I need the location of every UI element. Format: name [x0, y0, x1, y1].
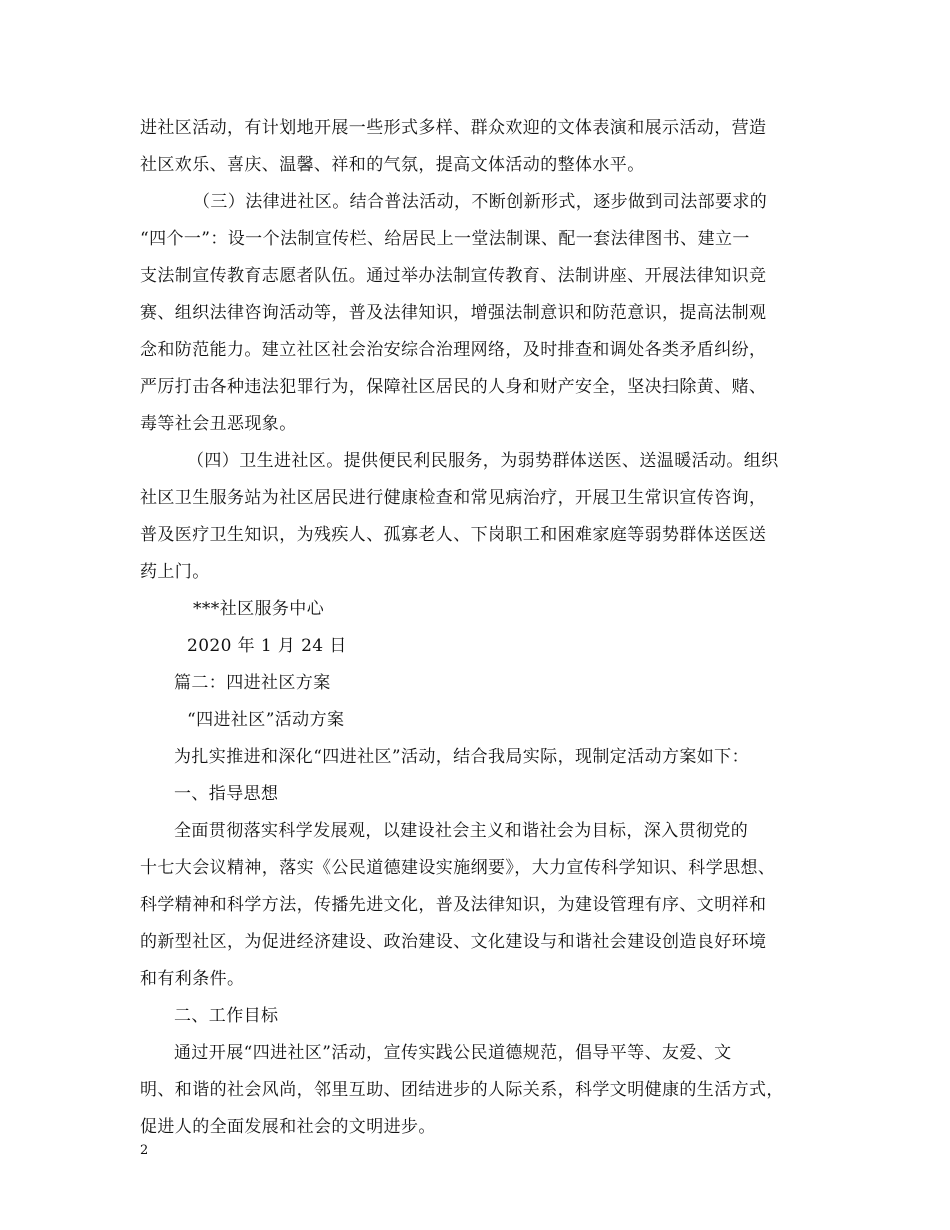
- section-heading: 二、工作目标: [174, 1006, 279, 1026]
- text-line: 严厉打击各种违法犯罪行为，保障社区居民的人身和财产安全，坚决扫除黄、赌、: [140, 377, 767, 397]
- text-line: 普及医疗卫生知识，为残疾人、孤寡老人、下岗职工和困难家庭等弱势群体送医送: [140, 525, 767, 545]
- text-line: 念和防范能力。建立社区社会治安综合治理网络，及时排查和调处各类矛盾纠纷，: [140, 340, 767, 360]
- text-line: 社区卫生服务站为社区居民进行健康检查和常见病治疗，开展卫生常识宣传咨询，: [140, 488, 767, 508]
- section-heading: 篇二：四进社区方案: [174, 673, 331, 693]
- text-line: 毒等社会丑恶现象。: [140, 414, 297, 434]
- text-line: 社区欢乐、喜庆、温馨、祥和的气氛，提高文体活动的整体水平。: [140, 155, 645, 175]
- text-line: “四个一”：设一个法制宣传栏、给居民上一堂法制课、配一套法律图书、建立一: [140, 229, 750, 249]
- text-line: 进社区活动，有计划地开展一些形式多样、群众欢迎的文体表演和展示活动，营造: [140, 118, 767, 138]
- text-line: 明、和谐的社会风尚，邻里互助、团结进步的人际关系，科学文明健康的生活方式，: [140, 1080, 784, 1100]
- text-line: 通过开展“四进社区”活动，宣传实践公民道德规范，倡导平等、友爱、文: [174, 1043, 732, 1063]
- text-line: 赛、组织法律咨询活动等，普及法律知识，增强法制意识和防范意识，提高法制观: [140, 303, 767, 323]
- text-line: （三）法律进社区。结合普法活动，不断创新形式，逐步做到司法部要求的: [193, 192, 768, 212]
- text-line: 科学精神和科学方法，传播先进文化，普及法律知识，为建设管理有序、文明祥和: [140, 895, 767, 915]
- text-line: 的新型社区，为促进经济建设、政治建设、文化建设与和谐社会建设创造良好环境: [140, 932, 767, 952]
- text-line: 十七大会议精神，落实《公民道德建设实施纲要》，大力宣传科学知识、科学思想、: [140, 858, 776, 878]
- text-line: 促进人的全面发展和社会的文明进步。: [140, 1117, 436, 1137]
- text-line: 支法制宣传教育志愿者队伍。通过举办法制宣传教育、法制讲座、开展法律知识竞: [140, 266, 767, 286]
- section-heading: 一、指导思想: [174, 784, 279, 804]
- text-line: （四）卫生进社区。提供便民利民服务，为弱势群体送医、送温暖活动。组织: [187, 451, 779, 471]
- page-number: 2: [140, 1143, 149, 1158]
- text-line: 全面贯彻落实科学发展观，以建设社会主义和谐社会为目标，深入贯彻党的: [174, 821, 749, 841]
- date-line: 2020 年 1 月 24 日: [187, 636, 347, 656]
- text-line: 和有利条件。: [140, 969, 245, 989]
- plan-title: “四进社区”活动方案: [187, 710, 345, 730]
- text-line: 为扎实推进和深化“四进社区”活动，结合我局实际，现制定活动方案如下：: [174, 747, 749, 767]
- signature-line: ***社区服务中心: [193, 599, 325, 619]
- document-body: [140, 110, 830, 1146]
- text-line: 药上门。: [140, 562, 210, 582]
